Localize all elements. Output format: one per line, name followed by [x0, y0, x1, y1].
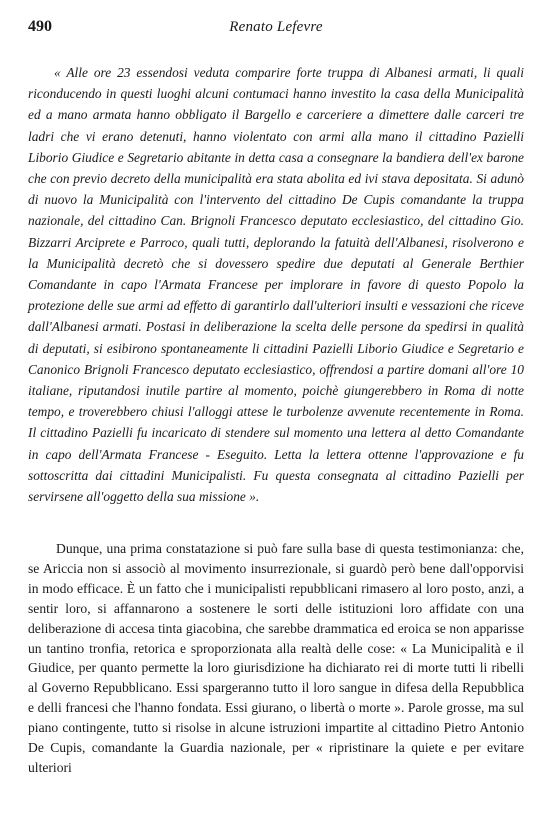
body-paragraph: Dunque, una prima constatazione si può fare sulla base di questa testimonianza: che, se Ariccia non si associò al movimento insurrezionale, si guardò però bene dall'opporvisi in modo efficace. È un fatto che i municipalisti repubblicani rimasero al loro posto, anzi, a sentir loro, si affannarono a sostenere le sorti delle istituzioni loro affidate con una deliberazione di accesa tinta giacobina, che sarebbe drammatica ed eroica se non apparisse un tantino tronfia, retorica e sproporzionata alla realtà delle cose: « La Municipalità e il Giudice, per quanto permette la loro giurisdizione ha dichiarato rei di morte tutti li ribelli al Governo Repubblicano. Essi spargeranno tutto il loro sangue in difesa della Repubblica e delli francesi che l'hanno fondata. Essi giurano, o libertà o morte ». Parole grosse, ma sul piano contingente, tutto si risolse in alcune istruzioni impartite al cittadino Pietro Antonio De Cupis, comandante la Guardia nazionale, per « ripristinare la quiete e per evitare ulteriori — [28, 541, 524, 775]
page-header — [28, 18, 524, 44]
quote-paragraph: « Alle ore 23 essendosi veduta comparire forte truppa di Albanesi armati, li quali riconducendo in questi luoghi alcuni contumaci hanno investito la casa della Municipalità ed a mano armata hanno obbligato il Bargello e carceriere a dimettere dalle carceri tre ladri che vi erano detenuti, hanno violentato con armi alla mano il cittadino Pazielli Liborio Giudice e Segretario abitante in detta casa a consegnare la bandiera dell'ex barone che con previo decreto della municipalità era stata abolita ed ivi stava depositata. Si adunò di nuovo la Municipalità con l'intervento del cittadino De Cupis comandante la truppa nazionale, del cittadino Can. Brignoli Francesco deputato ecclesiastico, del cittadino Gio. Bizzarri Arciprete e Parroco, quali tutti, deplorando la fatuità dell'Albanesi, risolverono e la Municipalità decretò che si dovessero spedire due deputati al Generale Berthier Comandante in capo l'Armata Francese per implorare in favore di questo Popolo la protezione delle sue armi ad effetto di garantirlo dall'ulteriori insulti e vessazioni che riceve dall'Albanesi armati. Postasi in deliberazione la scelta delle persone da spedirsi in qualità di deputati, si esibirono spontaneamente li cittadini Pazielli Liborio Giudice e Segretario e Canonico Brignoli Francesco deputato ecclesiastico, offrendosi a partire domani all'ore 10 italiane, riputandosi inutile partire al momento, poichè giungerebbero in Roma di notte tempo, e troverebbero chiusi l'alloggi attese le turbolenze avvenute recentemente in Roma. Il cittadino Pazielli fu incaricato di stendere sul momento una lettera al detto Comandante in capo dell'Armata Francese - Eseguito. Letta la lettera ottenne l'approvazione e fu sottoscritta dai cittadini Municipalisti. Fu questa consegnata al cittadino Pazielli per servirsene all'oggetto della sua missione ». — [28, 65, 524, 505]
quoted-document-block — [28, 62, 524, 507]
running-head: Renato Lefevre — [229, 19, 323, 35]
page-number: 490 — [28, 18, 52, 35]
body-text — [28, 539, 524, 778]
